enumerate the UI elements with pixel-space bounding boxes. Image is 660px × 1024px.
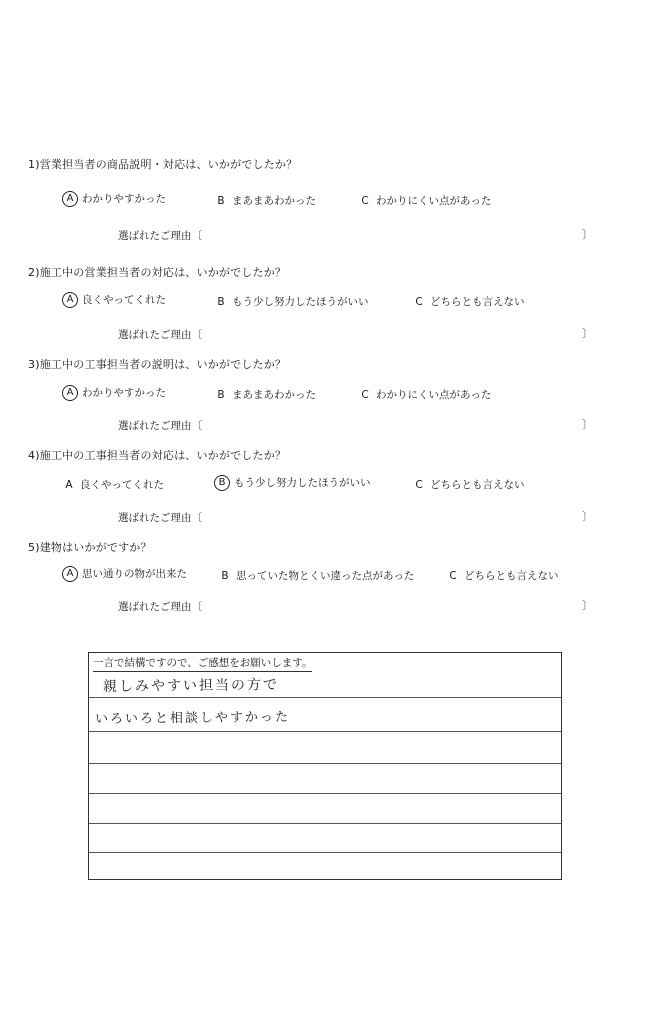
question-5-option-b[interactable] xyxy=(218,568,414,583)
question-2-reason-label: 選ばれたご理由〔 xyxy=(118,329,202,341)
option-label: わかりにくい点があった xyxy=(376,389,492,401)
option-letter: C xyxy=(449,570,457,582)
option-label: 良くやってくれた xyxy=(82,294,166,306)
option-label: どちらとも言えない xyxy=(430,296,525,308)
question-2-reason-close: 〕 xyxy=(582,327,593,340)
option-label: わかりやすかった xyxy=(82,193,166,205)
option-letter: B xyxy=(217,389,225,401)
question-1-option-c[interactable] xyxy=(358,193,491,208)
option-label: わかりにくい点があった xyxy=(376,195,492,207)
question-4-text: 4)施工中の工事担当者の対応は、いかがでしたか？ xyxy=(28,449,287,462)
circle-mark: A xyxy=(62,292,78,308)
option-label: どちらとも言えない xyxy=(430,479,525,491)
question-1-option-a[interactable] xyxy=(62,191,166,207)
question-5-reason-close: 〕 xyxy=(582,599,593,612)
option-label: 思っていた物とくい違った点があった xyxy=(236,570,415,582)
question-1-reason-close: 〕 xyxy=(582,228,593,241)
option-letter: B xyxy=(217,195,225,207)
comment-box-header: 一言で結構ですので、ご感想をお願いします。 xyxy=(93,655,312,672)
question-4-option-c[interactable] xyxy=(412,477,525,492)
circle-mark: A xyxy=(62,385,78,401)
circle-mark: A xyxy=(62,566,78,582)
question-5-text: 5)建物はいかがですか？ xyxy=(28,541,152,554)
ruled-line xyxy=(89,852,561,853)
handwritten-line-1: 親しみやすい担当の方で xyxy=(102,677,280,695)
ruled-line xyxy=(89,731,561,732)
option-letter: A xyxy=(65,479,73,491)
ruled-line xyxy=(89,793,561,794)
question-5-option-a[interactable] xyxy=(62,566,187,582)
question-4-option-b[interactable] xyxy=(214,475,371,491)
option-label: 良くやってくれた xyxy=(80,479,164,491)
question-3-option-c[interactable] xyxy=(358,387,491,402)
option-label: わかりやすかった xyxy=(82,387,166,399)
question-2-text: 2)施工中の営業担当者の対応は、いかがでしたか？ xyxy=(28,266,287,279)
option-letter: C xyxy=(361,389,369,401)
option-label: まあまあわかった xyxy=(232,195,316,207)
question-3-reason-close: 〕 xyxy=(582,418,593,431)
question-3-reason-label: 選ばれたご理由〔 xyxy=(118,420,202,432)
circle-mark: B xyxy=(214,475,230,491)
option-label: どちらとも言えない xyxy=(464,570,559,582)
question-1-text: 1)営業担当者の商品説明・対応は、いかがでしたか？ xyxy=(28,158,298,171)
question-5-option-c[interactable] xyxy=(446,568,559,583)
question-3-option-a[interactable] xyxy=(62,385,166,401)
question-4-option-a[interactable] xyxy=(62,477,164,492)
option-label: もう少し努力したほうがいい xyxy=(234,477,371,489)
question-3-text: 3)施工中の工事担当者の説明は、いかがでしたか？ xyxy=(28,358,287,371)
option-letter: C xyxy=(415,296,423,308)
question-4-reason-close: 〕 xyxy=(582,510,593,523)
question-2-option-c[interactable] xyxy=(412,294,525,309)
question-1-reason-label: 選ばれたご理由〔 xyxy=(118,230,202,242)
circle-mark: A xyxy=(62,191,78,207)
question-5-reason-label: 選ばれたご理由〔 xyxy=(118,601,202,613)
option-letter: C xyxy=(361,195,369,207)
ruled-line xyxy=(89,823,561,824)
handwritten-line-2: いろいろと相談しやすかった xyxy=(94,709,291,728)
question-4-reason-label: 選ばれたご理由〔 xyxy=(118,512,202,524)
option-label: まあまあわかった xyxy=(232,389,316,401)
comment-box[interactable] xyxy=(88,652,562,880)
option-label: 思い通りの物が出来た xyxy=(82,568,187,580)
question-2-option-a[interactable] xyxy=(62,292,166,308)
question-2-option-b[interactable] xyxy=(214,294,369,309)
ruled-line xyxy=(89,763,561,764)
ruled-line xyxy=(89,697,561,698)
question-3-option-b[interactable] xyxy=(214,387,316,402)
option-letter: B xyxy=(221,570,229,582)
option-letter: B xyxy=(217,296,225,308)
question-1-option-b[interactable] xyxy=(214,193,316,208)
option-label: もう少し努力したほうがいい xyxy=(232,296,369,308)
option-letter: C xyxy=(415,479,423,491)
